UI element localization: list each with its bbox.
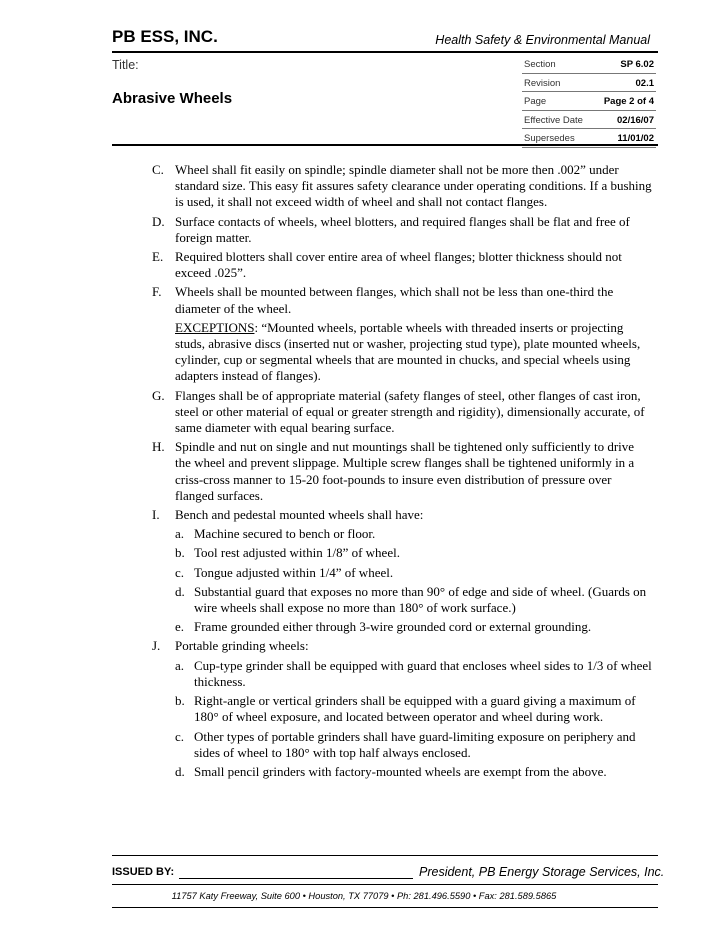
sub-marker: c.: [175, 728, 185, 744]
sub-marker: d.: [175, 763, 185, 779]
footer-rule-top: [112, 855, 658, 856]
meta-value: SP 6.02: [620, 59, 654, 70]
signature-line: [179, 878, 413, 879]
sub-marker: e.: [175, 619, 185, 635]
manual-title: Health Safety & Environmental Manual: [435, 33, 650, 47]
list-text: Surface contacts of wheels, wheel blotters, and required flanges shall be flat and free of foreign matter.: [175, 213, 630, 245]
sub-item: [175, 565, 652, 581]
sub-item: [175, 584, 652, 616]
list-text: Wheel shall fit easily on spindle; spindle diameter shall not be more then .002” under standard size. This easy fit assures safety clearance under operating conditions. If a bushing is used, it shall not exceed width of wheel and shall not contact flanges.: [175, 162, 652, 210]
sub-text: Substantial guard that exposes no more than 90° of edge and side of wheel. (Guards on wire wheels shall expose no more than 180° of work surface.): [194, 583, 647, 616]
sub-marker: c.: [175, 564, 185, 580]
list-text: Portable grinding wheels:: [175, 638, 309, 654]
document-header: [112, 27, 658, 51]
list-marker: F.: [152, 284, 162, 300]
meta-value: Page 2 of 4: [603, 96, 654, 108]
sub-text: Cup-type grinder shall be equipped with guard that encloses wheel sides to 1/3 of wheel thickness.: [194, 657, 652, 689]
company-name: PB ESS, INC.: [112, 27, 218, 46]
meta-key: Revision: [524, 77, 561, 89]
title-label: Title:: [112, 58, 139, 72]
sub-item: [175, 545, 652, 561]
meta-value: 02/16/07: [617, 114, 654, 126]
sub-text: Machine secured to bench or floor.: [194, 526, 376, 542]
issued-by-label: ISSUED BY:: [112, 866, 175, 878]
list-marker: H.: [152, 439, 165, 455]
list-text: Bench and pedestal mounted wheels shall have:: [175, 507, 424, 523]
list-marker: E.: [152, 249, 164, 265]
sub-text: Small pencil grinders with factory-mounted wheels are exempt from the above.: [194, 763, 607, 779]
sub-text: Tongue adjusted within 1/4” of wheel.: [194, 564, 394, 580]
list-text: Required blotters shall cover entire area of wheel flanges; blotter thickness should not exceed .025”.: [175, 249, 622, 281]
document-title: Abrasive Wheels: [112, 90, 233, 107]
company-address: 11757 Katy Freeway, Suite 600 • Houston, TX 77079 • Ph: 281.496.5590 • Fax: 281.589.5865: [171, 891, 557, 901]
sub-item: [175, 764, 652, 780]
list-marker: G.: [152, 387, 165, 403]
list-text: Flanges shall be of appropriate material (safety flanges of steel, other flanges of cast iron, steel or other material of equal or greater strength and rigidity), dimensionally accurate, of same diameter with equal bearing surface.: [175, 387, 645, 436]
sub-item: [175, 619, 652, 635]
meta-value: 11/01/02: [617, 133, 654, 145]
meta-key: Supersedes: [524, 133, 575, 145]
list-item-d: [152, 214, 652, 246]
sub-text: Tool rest adjusted within 1/8” of wheel.: [194, 545, 400, 561]
meta-row-effective-date: [522, 111, 656, 130]
list-item-e: [152, 249, 652, 281]
document-body: [152, 162, 652, 783]
header-rule-top: [112, 51, 658, 53]
meta-key: Page: [524, 96, 547, 108]
footer-rule-middle: [112, 884, 658, 885]
footer-rule-bottom: [112, 907, 658, 908]
exceptions-text: : “Mounted wheels, portable wheels with threaded inserts or projecting studs, abrasive discs (inserted nut or washer, projecting stud type), plate mounted wheels, cylinder, cup or segmental wheels that are mounted in chucks, and special wheels using adapters instead of flanges).: [175, 319, 641, 384]
sub-text: Other types of portable grinders shall have guard-limiting exposure on periphery and sides of wheel to 180° with top half always enclosed.: [194, 728, 636, 760]
meta-row-revision: [522, 74, 656, 93]
president-title: President, PB Energy Storage Services, Inc.: [419, 865, 665, 879]
sub-text: Frame grounded either through 3-wire grounded cord or external grounding.: [194, 619, 592, 635]
meta-row-page: [522, 92, 656, 111]
list-item-c: [152, 162, 652, 211]
meta-value: 02.1: [635, 77, 654, 89]
list-item-h: [152, 439, 652, 504]
list-text: Spindle and nut on single and nut mountings shall be tightened only sufficiently to drive the wheel and prevent slippage. Multiple screw flanges shall be tightened uniformly in a criss-cross manner to 15-20 foot-pounds to insure even distribution of pressure over flanged surfaces.: [175, 439, 635, 503]
sub-marker: a.: [175, 657, 185, 673]
sub-item: [175, 693, 652, 725]
list-marker: D.: [152, 213, 165, 229]
list-item-i: [152, 507, 652, 635]
list-item-f: [152, 284, 652, 384]
sub-item: [175, 729, 652, 761]
sub-marker: b.: [175, 545, 185, 561]
list-marker: J.: [152, 638, 161, 654]
list-item-g: [152, 388, 652, 437]
header-rule-bottom: [112, 144, 658, 146]
list-marker: I.: [152, 507, 160, 523]
sub-marker: a.: [175, 526, 185, 542]
list-text: Wheels shall be mounted between flanges, which shall not be less than one-third the diameter of the wheel.: [175, 284, 614, 316]
meta-key: Effective Date: [524, 114, 583, 126]
sub-marker: d.: [175, 583, 185, 599]
exceptions-paragraph: [175, 320, 652, 385]
sub-item: [175, 658, 652, 690]
sub-text: Right-angle or vertical grinders shall be equipped with a guard giving a maximum of 180° of wheel exposure, and located between operator and wheel during work.: [194, 693, 636, 725]
meta-key: Section: [524, 59, 556, 70]
document-meta-table: [522, 55, 656, 148]
list-item-j: [152, 638, 652, 780]
sub-marker: b.: [175, 693, 185, 709]
sub-item: [175, 526, 652, 542]
exceptions-label: EXCEPTIONS: [175, 319, 255, 335]
list-marker: C.: [152, 162, 164, 177]
meta-row-section: [522, 55, 656, 74]
